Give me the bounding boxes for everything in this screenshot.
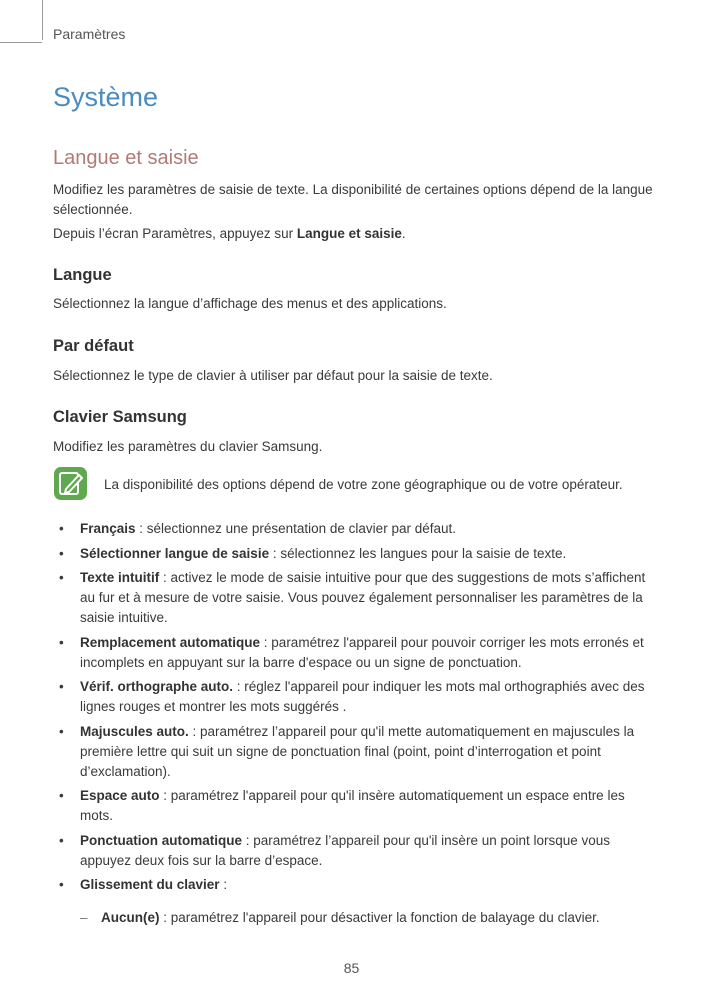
subsection-text-clavier-samsung: Modifiez les paramètres du clavier Samsung. [53, 439, 323, 454]
bullet-dot: • [59, 634, 64, 650]
bullet-dot: • [59, 679, 64, 694]
navigation-path [53, 224, 663, 244]
subsection-text-langue: Sélectionnez la langue d’affichage des menus et des applications. [53, 296, 447, 311]
list-item [53, 875, 653, 895]
list-item [53, 544, 653, 564]
list-item-text: : paramétrez l’appareil pour qu'il mette automatiquement en majuscules la première lettre qui suit un signe de ponctuation final (point, point d’interrogation et point d’exclamation). [80, 723, 635, 779]
subsection-title-par-defaut: Par défaut [53, 337, 134, 355]
list-item-term: Remplacement automatique [80, 634, 261, 650]
list-item [53, 519, 653, 539]
navigation-path-suffix: . [401, 226, 406, 241]
sub-list-item-term: Aucun(e) [101, 910, 160, 925]
sub-list-item-text: : paramétrez l'appareil pour désactiver la fonction de balayage du clavier. [159, 910, 600, 925]
bullet-dot: • [59, 723, 64, 739]
options-list [53, 519, 653, 900]
list-item-term: Vérif. orthographe auto. [80, 679, 234, 694]
list-item-text: : sélectionnez les langues pour la saisie de texte. [269, 545, 567, 561]
list-item-term: Glissement du clavier [80, 877, 220, 892]
list-item-term: Sélectionner langue de saisie [80, 545, 270, 561]
list-item-text: : réglez l'appareil pour indiquer les mots mal orthographiés avec des lignes rouges et montrer les mots suggérés . [80, 679, 645, 714]
running-header: Paramètres [53, 26, 126, 42]
navigation-path-prefix: Depuis l’écran Paramètres, appuyez sur [53, 226, 297, 241]
sub-bullet-dash: – [80, 910, 88, 925]
bullet-dot: • [59, 545, 64, 561]
page-title: Système [53, 82, 159, 112]
list-item [53, 568, 653, 628]
sub-list-item [80, 908, 600, 928]
note-text: La disponibilité des options dépend de votre zone géographique ou de votre opérateur. [104, 477, 623, 492]
subsection-text-par-defaut: Sélectionnez le type de clavier à utiliser par défaut pour la saisie de texte. [53, 368, 493, 383]
list-item [53, 722, 653, 782]
list-item-text: : sélectionnez une présentation de clavier par défaut. [135, 521, 456, 536]
bullet-dot: • [59, 832, 64, 848]
list-item-text: : activez le mode de saisie intuitive pour que des suggestions de mots s’affichent au fur et à mesure de votre saisie. Vous pouvez également personnaliser les paramètres de la saisie intuitive. [80, 570, 646, 625]
section-title: Langue et saisie [53, 147, 199, 169]
bullet-dot: • [59, 788, 64, 803]
bullet-dot: • [59, 570, 64, 585]
navigation-path-target: Langue et saisie [296, 226, 402, 241]
note-pencil-icon [54, 467, 87, 500]
corner-rule-vertical [42, 0, 43, 40]
list-item [53, 831, 653, 871]
corner-rule-horizontal [0, 42, 42, 43]
section-intro: Modifiez les paramètres de saisie de texte. La disponibilité de certaines options dépend de la langue sélectionnée. [53, 182, 653, 217]
list-item-text: : paramétrez l’appareil pour qu'il insère un point lorsque vous appuyez deux fois sur la barre d’espace. [80, 832, 611, 868]
list-item-term: Ponctuation automatique [80, 832, 242, 848]
list-item-text: : paramétrez l'appareil pour pouvoir corriger les mots erronés et incomplets en appuyant sur la barre d'espace ou un signe de ponctuation. [80, 634, 644, 670]
list-item-term: Majuscules auto. [80, 723, 189, 739]
list-item [53, 633, 653, 673]
list-item [53, 786, 653, 826]
list-item-term: Espace auto [80, 788, 160, 803]
subsection-title-clavier-samsung: Clavier Samsung [53, 408, 187, 426]
bullet-dot: • [59, 877, 64, 892]
list-item-text: : paramétrez l'appareil pour qu'il insère automatiquement un espace entre les mots. [80, 788, 625, 823]
bullet-dot: • [59, 521, 64, 536]
page-number: 85 [343, 960, 360, 976]
list-item-text: : [219, 877, 228, 892]
list-item-term: Français [80, 521, 136, 536]
list-item-term: Texte intuitif [80, 570, 160, 585]
subsection-title-langue: Langue [53, 266, 112, 284]
list-item [53, 677, 653, 717]
